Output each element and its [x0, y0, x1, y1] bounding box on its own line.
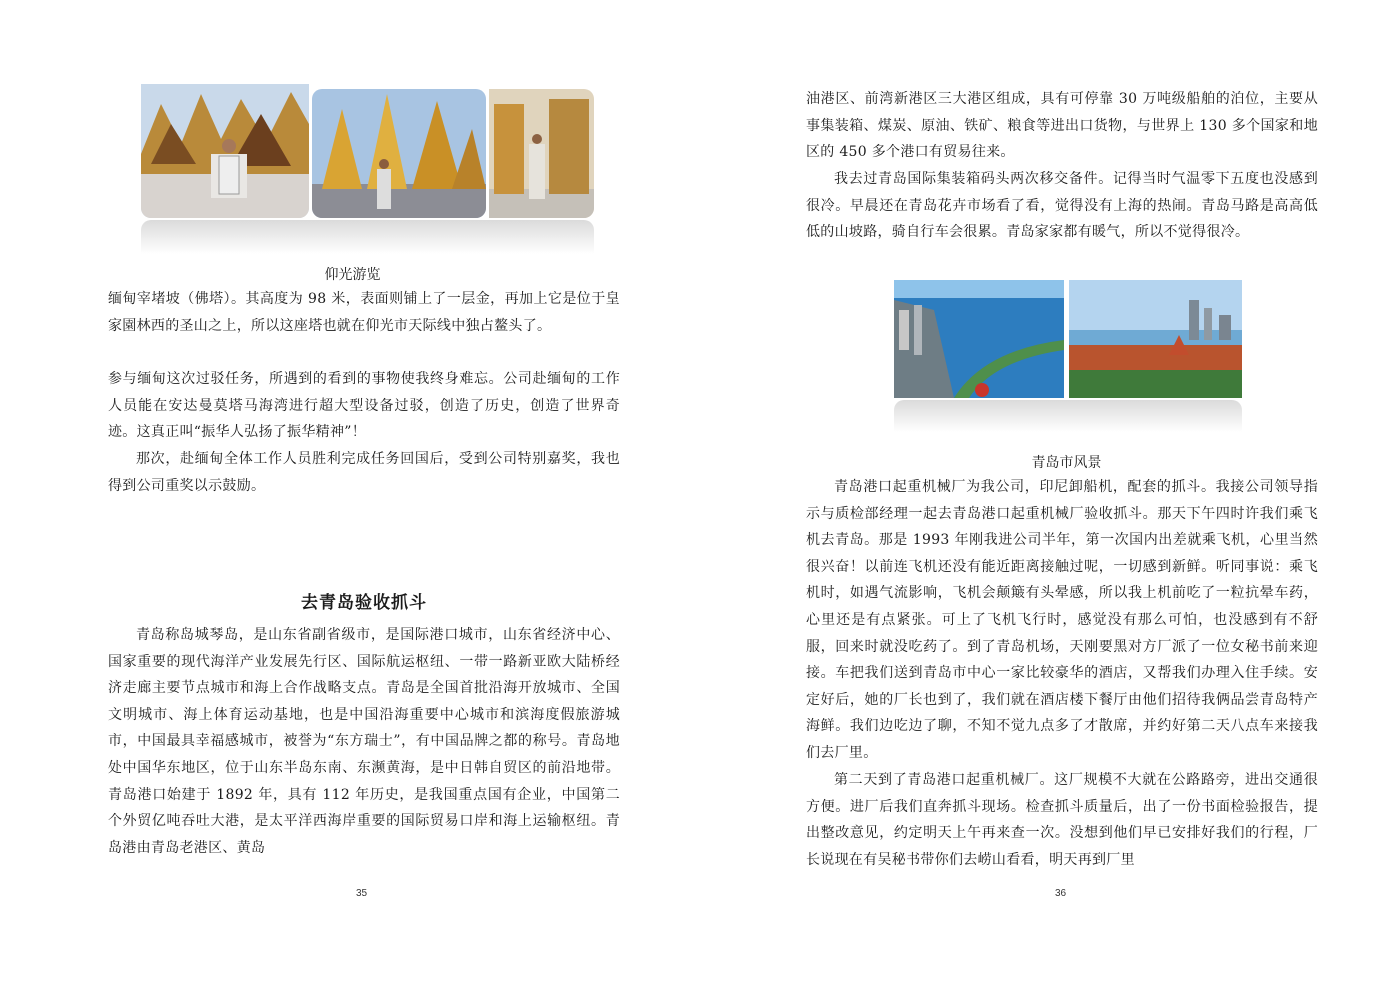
photo-caption: 青岛市风景	[1031, 455, 1102, 471]
page-number: 35	[356, 888, 368, 899]
paragraph: 青岛港口起重机械厂为我公司，印尼卸船机，配套的抓斗。我接公司领导指示与质检部经理一起去青岛港口起重机械厂验收抓斗。那天下午四时许我们乘飞机去青岛。那是 1993 年刚我进公司半年，第一次国内出差就乘飞机，心里当然很兴奋！以前连飞机还没有能近距离接触过呢，一切感到新鲜。听同事说：乘飞机时，如遇气流影响，飞机会颠簸有头晕感，所以我上机前吃了一粒抗晕车药，心里还是有点紧张。可上了飞机飞行时，感觉没有那么可怕，也没感到有不舒服，回来时就没吃药了。到了青岛机场，天刚要黑对方厂派了一位女秘书前来迎接。车把我们送到青岛市中心一家比较豪华的酒店，又帮我们办理入住手续。安定好后，她的厂长也到了，我们就在酒店楼下餐厅由他们招待我俩品尝青岛特产海鲜。我们边吃边了聊，不知不觉九点多了才散席，并约好第二天八点车来接我们去厂里。	[806, 479, 1318, 761]
yangon-photo-1	[141, 84, 309, 218]
photo-reflection	[894, 400, 1242, 432]
paragraph: 青岛称岛城琴岛，是山东省副省级市，是国际港口城市，山东省经济中心、国家重要的现代海洋产业发展先行区、国际航运枢纽、一带一路新亚欧大陆桥经济走廊主要节点城市和海上合作战略支点。青岛是全国首批沿海开放城市、全国文明城市、海上体育运动基地，也是中国沿海重要中心城市和滨海度假旅游城市，中国最具幸福感城市，被誉为“东方瑞士”，有中国品牌之都的称号。青岛地处中国华东地区，位于山东半岛东南、东濒黄海，是中日韩自贸区的前沿地带。青岛港口始建于 1892 年，具有 112 年历史，是我国重点国有企业，中国第二个外贸亿吨吞吐大港，是太平洋西海岸重要的国际贸易口岸和海上运输枢纽。青岛港由青岛老港区、黄岛	[108, 627, 620, 856]
paragraph: 缅甸宰堵坡（佛塔）。其高度为 98 米，表面则铺上了一层金，再加上它是位于皇家園林西的圣山之上，所以这座塔也就在仰光市天际线中独占鳌头了。	[108, 291, 620, 334]
qingdao-skyline-image	[1069, 280, 1242, 398]
paragraph: 第二天到了青岛港口起重机械厂。这厂规模不大就在公路路旁，进出交通很方便。进厂后我们直奔抓斗现场。检查抓斗质量后，出了一份书面检验报告，提出整改意见，约定明天上午再来查一次。没想到他们早已安排好我们的行程，厂长说现在有吴秘书带你们去崂山看看，明天再到厂里	[806, 772, 1318, 868]
photo-reflection	[141, 220, 594, 254]
paragraph: 油港区、前湾新港区三大港区组成，具有可停靠 30 万吨级船舶的泊位，主要从事集装箱、煤炭、原油、铁矿、粮食等进出口货物，与世界上 130 多个国家和地区的 450 多个港口有贸易往来。	[806, 91, 1318, 161]
yangon-photo-2	[312, 89, 486, 218]
qingdao-photo-2	[1069, 280, 1242, 398]
right-page	[699, 0, 1398, 982]
yangon-photo-3	[489, 89, 594, 218]
pagoda-plaza-image	[141, 84, 309, 218]
paragraph: 那次，赴缅甸全体工作人员胜利完成任务回国后，受到公司特别嘉奖，我也得到公司重奖以示鼓励。	[108, 451, 620, 494]
page-number: 36	[1055, 888, 1067, 899]
qingdao-bay-image	[894, 280, 1064, 398]
temple-gate-image	[489, 89, 594, 218]
paragraph: 参与缅甸这次过驳任务，所遇到的看到的事物使我终身难忘。公司赴缅甸的工作人员能在安达曼莫塔马海湾进行超大型设备过驳，创造了历史，创造了世界奇迹。这真正叫“振华人弘扬了振华精神”！	[108, 371, 620, 441]
paragraph: 我去过青岛国际集装箱码头两次移交备件。记得当时气温零下五度也没感到很冷。早晨还在青岛花卉市场看了看，觉得没有上海的热闹。青岛马路是高高低低的山坡路，骑自行车会很累。青岛家家都有暖气，所以不觉得很冷。	[806, 171, 1318, 241]
qingdao-photo-1	[894, 280, 1064, 398]
golden-stupas-image	[312, 89, 486, 218]
section-title: 去青岛验收抓斗	[301, 593, 427, 613]
photo-caption: 仰光游览	[324, 267, 381, 283]
